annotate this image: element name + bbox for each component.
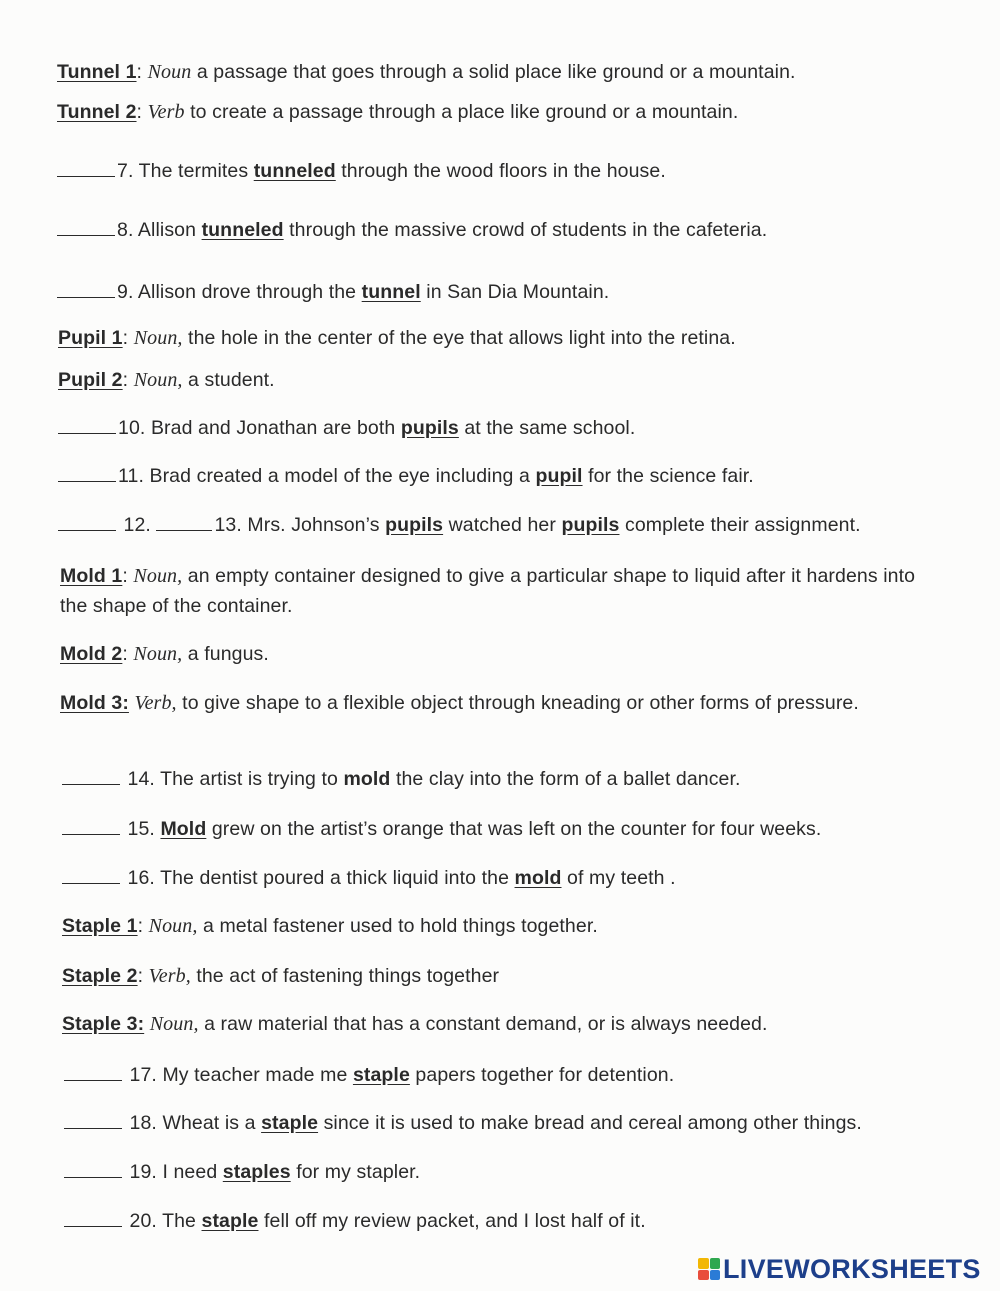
term: Staple 2 xyxy=(62,965,138,987)
definition-pupil-1: Pupil 1: Noun, the hole in the center of the eye that allows light into the retina. xyxy=(58,327,736,349)
answer-blank[interactable] xyxy=(156,512,212,531)
logo-square xyxy=(710,1270,721,1281)
target-word: Mold xyxy=(160,818,207,840)
logo-square xyxy=(710,1258,721,1269)
answer-blank[interactable] xyxy=(64,1110,122,1129)
part-of-speech: Verb xyxy=(147,101,185,123)
answer-blank[interactable] xyxy=(62,865,120,884)
term: Staple 3: xyxy=(62,1013,145,1035)
definition-staple-1: Staple 1: Noun, a metal fastener used to hold things together. xyxy=(62,915,598,937)
answer-blank[interactable] xyxy=(57,217,115,236)
answer-blank[interactable] xyxy=(64,1062,122,1081)
logo-square xyxy=(698,1258,709,1269)
part-of-speech: Noun, xyxy=(133,565,183,587)
target-word: staple xyxy=(261,1112,319,1134)
answer-blank[interactable] xyxy=(58,512,116,531)
definition-tunnel-2: Tunnel 2: Verb to create a passage through a place like ground or a mountain. xyxy=(57,101,739,123)
part-of-speech: Noun, xyxy=(149,1013,199,1035)
term: Tunnel 2 xyxy=(57,101,137,123)
definition-staple-3: Staple 3: Noun, a raw material that has a constant demand, or is always needed. xyxy=(62,1013,768,1035)
target-word: staples xyxy=(222,1161,291,1183)
target-word: pupils xyxy=(561,514,620,536)
term: Mold 1 xyxy=(60,565,123,587)
definition-mold-1: Mold 1: Noun, an empty container designed to give a particular shape to liquid after it hardens into the shape of the container. xyxy=(60,565,916,617)
answer-blank[interactable] xyxy=(57,279,115,298)
answer-blank[interactable] xyxy=(58,415,116,434)
answer-blank[interactable] xyxy=(57,158,115,177)
target-word: tunnel xyxy=(361,281,421,303)
part-of-speech: Noun xyxy=(147,61,192,83)
question-19: 19. I need staples for my stapler. xyxy=(64,1159,420,1184)
target-word: pupil xyxy=(535,465,583,487)
liveworksheets-logo xyxy=(698,1254,981,1284)
logo-text: LIVEWORKSHEETS xyxy=(723,1253,981,1284)
logo-icon xyxy=(698,1258,720,1280)
question-7: 7. The termites tunneled through the wood floors in the house. xyxy=(57,158,666,183)
part-of-speech: Noun, xyxy=(133,327,183,349)
term: Mold 2 xyxy=(60,643,123,665)
part-of-speech: Noun, xyxy=(133,643,183,665)
definition-pupil-2: Pupil 2: Noun, a student. xyxy=(58,369,275,391)
target-word: pupils xyxy=(385,514,444,536)
question-11: 11. Brad created a model of the eye including a pupil for the science fair. xyxy=(58,463,754,488)
definition-staple-2: Staple 2: Verb, the act of fastening things together xyxy=(62,965,500,987)
target-word: mold xyxy=(514,867,562,889)
question-8: 8. Allison tunneled through the massive crowd of students in the cafeteria. xyxy=(57,217,767,242)
question-10: 10. Brad and Jonathan are both pupils at the same school. xyxy=(58,415,635,440)
term: Pupil 2 xyxy=(58,369,123,391)
target-word: staple xyxy=(201,1210,259,1232)
answer-blank[interactable] xyxy=(64,1159,122,1178)
answer-blank[interactable] xyxy=(64,1208,122,1227)
term: Tunnel 1 xyxy=(57,61,137,83)
logo-square xyxy=(698,1270,709,1281)
part-of-speech: Noun, xyxy=(148,915,198,937)
target-word: tunneled xyxy=(253,160,336,182)
question-9: 9. Allison drove through the tunnel in San Dia Mountain. xyxy=(57,279,609,304)
question-14: 14. The artist is trying to mold the clay into the form of a ballet dancer. xyxy=(62,766,741,791)
answer-blank[interactable] xyxy=(58,463,116,482)
question-16: 16. The dentist poured a thick liquid into the mold of my teeth . xyxy=(62,865,676,890)
answer-blank[interactable] xyxy=(62,766,120,785)
definition-mold-2: Mold 2: Noun, a fungus. xyxy=(60,643,269,665)
part-of-speech: Verb, xyxy=(134,692,177,714)
definition-tunnel-1: Tunnel 1: Noun a passage that goes through a solid place like ground or a mountain. xyxy=(57,61,796,83)
definition-mold-3: Mold 3: Verb, to give shape to a flexible object through kneading or other forms of pressure. xyxy=(60,692,859,714)
question-18: 18. Wheat is a staple since it is used to make bread and cereal among other things. xyxy=(64,1110,862,1135)
target-word: staple xyxy=(352,1064,410,1086)
term: Pupil 1 xyxy=(58,327,123,349)
question-20: 20. The staple fell off my review packet, and I lost half of it. xyxy=(64,1208,646,1233)
answer-blank[interactable] xyxy=(62,816,120,835)
question-12-13: 12. 13. Mrs. Johnson’s pupils watched her pupils complete their assignment. xyxy=(58,512,861,537)
part-of-speech: Verb, xyxy=(148,965,191,987)
term: Staple 1 xyxy=(62,915,138,937)
target-word: mold xyxy=(343,768,391,790)
term: Mold 3: xyxy=(60,692,129,714)
target-word: tunneled xyxy=(201,219,284,241)
part-of-speech: Noun, xyxy=(133,369,183,391)
question-17: 17. My teacher made me staple papers together for detention. xyxy=(64,1062,674,1087)
target-word: pupils xyxy=(400,417,459,439)
question-15: 15. Mold grew on the artist’s orange that was left on the counter for four weeks. xyxy=(62,816,821,841)
